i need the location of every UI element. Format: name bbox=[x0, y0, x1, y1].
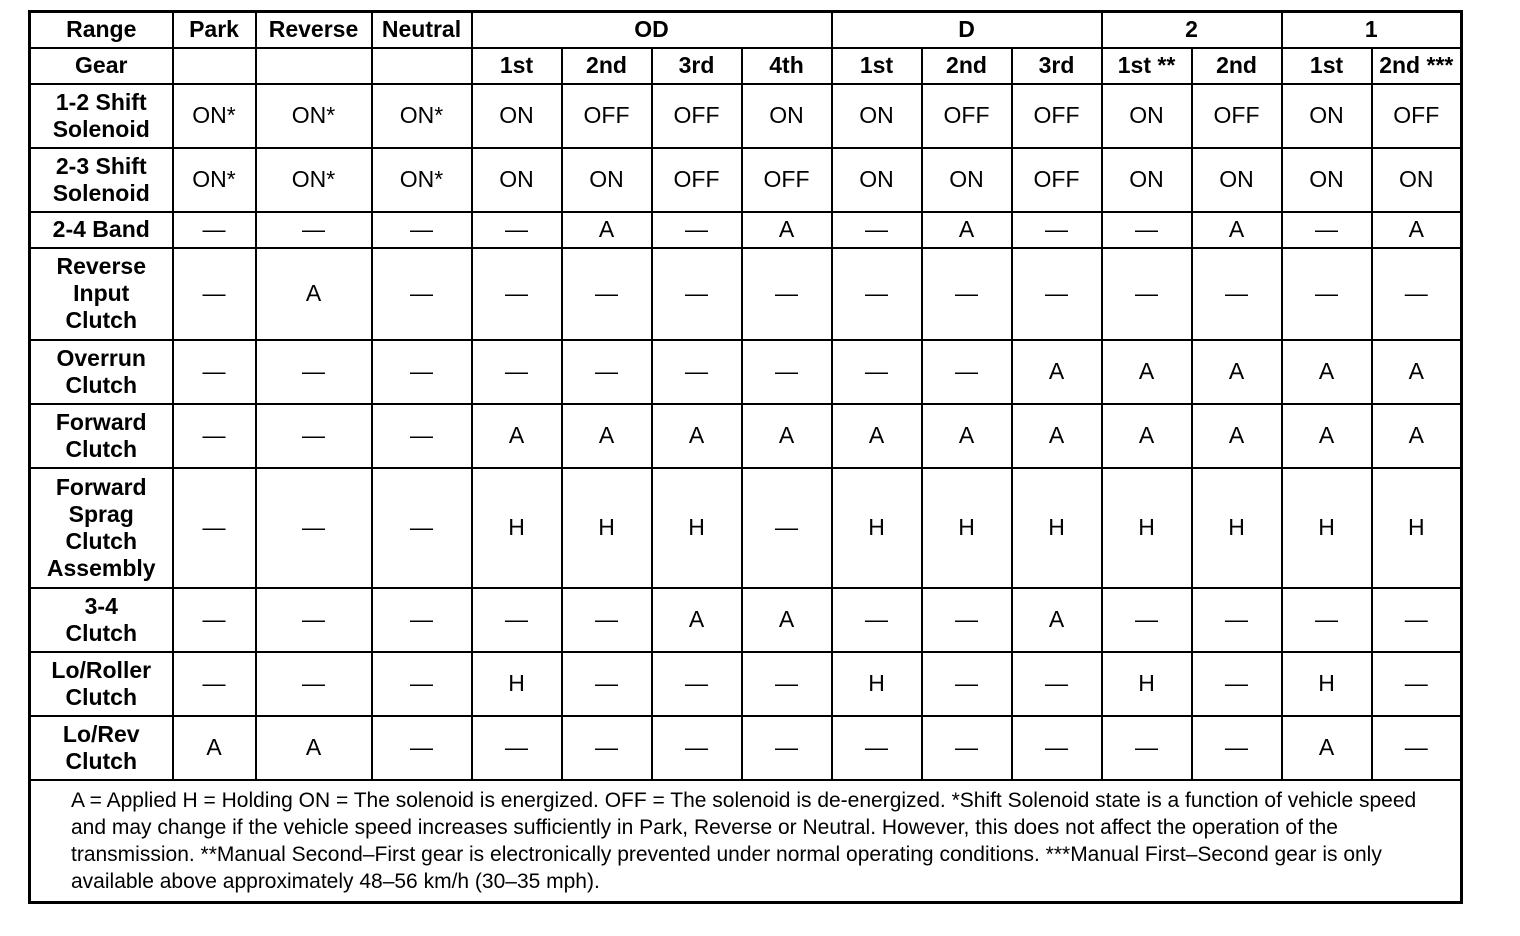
state-cell: ON bbox=[832, 148, 922, 212]
gear-d-1st: 1st bbox=[832, 48, 922, 84]
row-label-line: Clutch bbox=[65, 435, 138, 462]
gear-2-1st: 1st ** bbox=[1102, 48, 1192, 84]
band-2-4-row bbox=[30, 212, 1462, 248]
state-cell: — bbox=[832, 340, 922, 404]
state-cell: — bbox=[922, 716, 1012, 780]
state-cell: ON* bbox=[372, 84, 472, 148]
state-cell: — bbox=[173, 652, 256, 716]
reverse-input-clutch-label bbox=[30, 248, 173, 340]
state-cell: — bbox=[562, 716, 652, 780]
state-cell: A bbox=[562, 212, 652, 248]
gear-1-2nd: 2nd *** bbox=[1372, 48, 1462, 84]
gear-empty-park bbox=[173, 48, 256, 84]
row-label-line: Overrun bbox=[56, 344, 146, 371]
state-cell: A bbox=[562, 404, 652, 468]
state-cell: H bbox=[1282, 468, 1372, 588]
shift-solenoid-1-2-row bbox=[30, 84, 1462, 148]
state-cell: — bbox=[742, 340, 832, 404]
state-cell: ON* bbox=[173, 84, 256, 148]
state-cell: H bbox=[1012, 468, 1102, 588]
gear-2-2nd: 2nd bbox=[1192, 48, 1282, 84]
state-cell: — bbox=[652, 716, 742, 780]
state-cell: — bbox=[173, 212, 256, 248]
transmission-component-chart bbox=[28, 10, 1463, 904]
row-label-line: 2-4 Band bbox=[52, 216, 150, 242]
row-label-line: Lo/Roller bbox=[51, 656, 152, 683]
gear-d-2nd: 2nd bbox=[922, 48, 1012, 84]
state-cell: — bbox=[562, 340, 652, 404]
state-cell: A bbox=[1102, 404, 1192, 468]
state-cell: — bbox=[256, 652, 372, 716]
state-cell: A bbox=[472, 404, 562, 468]
state-cell: A bbox=[1372, 340, 1462, 404]
state-cell: A bbox=[256, 248, 372, 340]
state-cell: A bbox=[256, 716, 372, 780]
state-cell: A bbox=[1102, 340, 1192, 404]
state-cell: H bbox=[652, 468, 742, 588]
state-cell: H bbox=[922, 468, 1012, 588]
range-od: OD bbox=[472, 12, 832, 48]
state-cell: — bbox=[1102, 248, 1192, 340]
row-label-line: Sprag bbox=[68, 500, 134, 527]
state-cell: A bbox=[173, 716, 256, 780]
state-cell: — bbox=[1282, 248, 1372, 340]
reverse-input-clutch-row bbox=[30, 248, 1462, 340]
state-cell: A bbox=[1012, 588, 1102, 652]
state-cell: ON bbox=[742, 84, 832, 148]
state-cell: H bbox=[1282, 652, 1372, 716]
state-cell: A bbox=[922, 212, 1012, 248]
state-cell: ON bbox=[472, 148, 562, 212]
state-cell: — bbox=[742, 652, 832, 716]
lo-roller-clutch-label bbox=[30, 652, 173, 716]
gear-empty-neutral bbox=[372, 48, 472, 84]
state-cell: H bbox=[1372, 468, 1462, 588]
state-cell: OFF bbox=[1372, 84, 1462, 148]
state-cell: A bbox=[922, 404, 1012, 468]
range-d: D bbox=[832, 12, 1102, 48]
state-cell: A bbox=[1012, 404, 1102, 468]
gear-label: Gear bbox=[30, 48, 173, 84]
state-cell: — bbox=[372, 404, 472, 468]
state-cell: — bbox=[1192, 716, 1282, 780]
state-cell: — bbox=[256, 468, 372, 588]
state-cell: ON bbox=[1102, 148, 1192, 212]
gear-d-3rd: 3rd bbox=[1012, 48, 1102, 84]
state-cell: — bbox=[1282, 588, 1372, 652]
state-cell: ON bbox=[1282, 148, 1372, 212]
state-cell: ON* bbox=[256, 84, 372, 148]
state-cell: — bbox=[832, 212, 922, 248]
row-label-line: Forward bbox=[55, 408, 147, 435]
state-cell: — bbox=[922, 588, 1012, 652]
row-label-line: Input bbox=[73, 280, 130, 306]
state-cell: H bbox=[472, 652, 562, 716]
row-label-line: Clutch bbox=[65, 527, 138, 554]
state-cell: A bbox=[652, 404, 742, 468]
state-cell: OFF bbox=[742, 148, 832, 212]
gear-empty-reverse bbox=[256, 48, 372, 84]
state-cell: — bbox=[922, 652, 1012, 716]
state-cell: ON* bbox=[173, 148, 256, 212]
state-cell: — bbox=[472, 716, 562, 780]
row-label-line: Reverse bbox=[56, 253, 147, 279]
state-cell: A bbox=[1192, 340, 1282, 404]
state-cell: — bbox=[1372, 652, 1462, 716]
row-label-line: 3-4 bbox=[84, 592, 118, 619]
state-cell: — bbox=[832, 588, 922, 652]
state-cell: — bbox=[472, 212, 562, 248]
range-1: 1 bbox=[1282, 12, 1462, 48]
row-label-line: Forward bbox=[55, 473, 147, 500]
state-cell: — bbox=[256, 588, 372, 652]
state-cell: ON bbox=[1192, 148, 1282, 212]
footnote: A = Applied H = Holding ON = The solenoid is energized. OFF = The solenoid is de-energized. *Shift Solenoid state is a function of vehicle speed and may change if the vehicle speed increases sufficiently in Park, Reverse or Neutral. However, this does not affect the operation of the transmission. **Manual Second–First gear is electronically prevented under normal operating conditions. ***Manual First–Second gear is only available above approximately 48–56 km/h (30–35 mph). bbox=[30, 780, 1462, 903]
row-label-line: Lo/Rev bbox=[62, 720, 140, 747]
row-label-line: Clutch bbox=[65, 371, 138, 398]
forward-clutch-row bbox=[30, 404, 1462, 468]
row-label-line: 1-2 Shift bbox=[55, 88, 147, 115]
state-cell: — bbox=[472, 588, 562, 652]
state-cell: A bbox=[652, 588, 742, 652]
band-2-4-label bbox=[30, 212, 173, 248]
state-cell: A bbox=[1282, 716, 1372, 780]
state-cell: H bbox=[832, 652, 922, 716]
state-cell: — bbox=[652, 248, 742, 340]
state-cell: — bbox=[372, 468, 472, 588]
state-cell: ON bbox=[1102, 84, 1192, 148]
row-label-line: 2-3 Shift bbox=[55, 152, 147, 179]
gear-od-3rd: 3rd bbox=[652, 48, 742, 84]
state-cell: — bbox=[922, 248, 1012, 340]
state-cell: H bbox=[1102, 468, 1192, 588]
state-cell: — bbox=[562, 588, 652, 652]
forward-sprag-clutch-assembly-label bbox=[30, 468, 173, 588]
state-cell: — bbox=[652, 340, 742, 404]
state-cell: — bbox=[472, 248, 562, 340]
state-cell: OFF bbox=[1012, 84, 1102, 148]
state-cell: A bbox=[742, 588, 832, 652]
range-reverse: Reverse bbox=[256, 12, 372, 48]
forward-sprag-clutch-assembly-row bbox=[30, 468, 1462, 588]
state-cell: — bbox=[1102, 716, 1192, 780]
state-cell: OFF bbox=[1192, 84, 1282, 148]
state-cell: — bbox=[173, 404, 256, 468]
row-label-line: Clutch bbox=[65, 619, 138, 646]
state-cell: ON* bbox=[372, 148, 472, 212]
state-cell: A bbox=[1192, 212, 1282, 248]
state-cell: — bbox=[1372, 248, 1462, 340]
clutch-3-4-label bbox=[30, 588, 173, 652]
range-row bbox=[30, 12, 1462, 48]
shift-solenoid-2-3-row bbox=[30, 148, 1462, 212]
state-cell: — bbox=[832, 248, 922, 340]
state-cell: — bbox=[173, 588, 256, 652]
state-cell: — bbox=[742, 716, 832, 780]
state-cell: — bbox=[562, 248, 652, 340]
state-cell: — bbox=[372, 248, 472, 340]
state-cell: — bbox=[832, 716, 922, 780]
state-cell: — bbox=[372, 588, 472, 652]
state-cell: — bbox=[562, 652, 652, 716]
state-cell: — bbox=[256, 212, 372, 248]
state-cell: A bbox=[832, 404, 922, 468]
state-cell: — bbox=[1282, 212, 1372, 248]
gear-row bbox=[30, 48, 1462, 84]
state-cell: — bbox=[372, 716, 472, 780]
state-cell: A bbox=[1372, 404, 1462, 468]
state-cell: — bbox=[1012, 248, 1102, 340]
state-cell: A bbox=[1282, 340, 1372, 404]
gear-od-4th: 4th bbox=[742, 48, 832, 84]
state-cell: A bbox=[742, 212, 832, 248]
row-label-line: Solenoid bbox=[52, 115, 150, 142]
state-cell: — bbox=[742, 468, 832, 588]
state-cell: ON bbox=[1282, 84, 1372, 148]
lo-rev-clutch-row bbox=[30, 716, 1462, 780]
lo-rev-clutch-label bbox=[30, 716, 173, 780]
range-neutral: Neutral bbox=[372, 12, 472, 48]
row-label-line: Assembly bbox=[46, 554, 156, 581]
state-cell: H bbox=[832, 468, 922, 588]
state-cell: H bbox=[562, 468, 652, 588]
state-cell: OFF bbox=[652, 84, 742, 148]
state-cell: A bbox=[1012, 340, 1102, 404]
state-cell: ON bbox=[922, 148, 1012, 212]
state-cell: — bbox=[1012, 652, 1102, 716]
state-cell: H bbox=[472, 468, 562, 588]
state-cell: — bbox=[1102, 588, 1192, 652]
state-cell: — bbox=[1012, 212, 1102, 248]
gear-od-1st: 1st bbox=[472, 48, 562, 84]
state-cell: ON bbox=[472, 84, 562, 148]
state-cell: — bbox=[1372, 716, 1462, 780]
state-cell: A bbox=[1282, 404, 1372, 468]
state-cell: OFF bbox=[1012, 148, 1102, 212]
shift-solenoid-1-2-label bbox=[30, 84, 173, 148]
state-cell: — bbox=[372, 652, 472, 716]
gear-1-1st: 1st bbox=[1282, 48, 1372, 84]
state-cell: ON* bbox=[256, 148, 372, 212]
range-park: Park bbox=[173, 12, 256, 48]
state-cell: A bbox=[1192, 404, 1282, 468]
state-cell: OFF bbox=[652, 148, 742, 212]
state-cell: OFF bbox=[922, 84, 1012, 148]
state-cell: — bbox=[922, 340, 1012, 404]
forward-clutch-label bbox=[30, 404, 173, 468]
state-cell: — bbox=[173, 248, 256, 340]
clutch-3-4-row bbox=[30, 588, 1462, 652]
state-cell: OFF bbox=[562, 84, 652, 148]
state-cell: — bbox=[173, 340, 256, 404]
state-cell: — bbox=[652, 212, 742, 248]
state-cell: — bbox=[372, 212, 472, 248]
footnote-row bbox=[30, 780, 1462, 903]
state-cell: — bbox=[173, 468, 256, 588]
state-cell: — bbox=[652, 652, 742, 716]
state-cell: A bbox=[742, 404, 832, 468]
state-cell: — bbox=[372, 340, 472, 404]
state-cell: — bbox=[1192, 248, 1282, 340]
range-label: Range bbox=[30, 12, 173, 48]
state-cell: — bbox=[1012, 716, 1102, 780]
state-cell: ON bbox=[562, 148, 652, 212]
lo-roller-clutch-row bbox=[30, 652, 1462, 716]
state-cell: ON bbox=[832, 84, 922, 148]
state-cell: ON bbox=[1372, 148, 1462, 212]
overrun-clutch-row bbox=[30, 340, 1462, 404]
state-cell: — bbox=[472, 340, 562, 404]
gear-od-2nd: 2nd bbox=[562, 48, 652, 84]
overrun-clutch-label bbox=[30, 340, 173, 404]
shift-solenoid-2-3-label bbox=[30, 148, 173, 212]
state-cell: H bbox=[1102, 652, 1192, 716]
row-label-line: Solenoid bbox=[52, 179, 150, 206]
state-cell: — bbox=[1372, 588, 1462, 652]
range-2: 2 bbox=[1102, 12, 1282, 48]
state-cell: — bbox=[1102, 212, 1192, 248]
row-label-line: Clutch bbox=[65, 307, 138, 333]
state-cell: H bbox=[1192, 468, 1282, 588]
state-cell: — bbox=[1192, 652, 1282, 716]
state-cell: A bbox=[1372, 212, 1462, 248]
state-cell: — bbox=[256, 404, 372, 468]
row-label-line: Clutch bbox=[65, 747, 138, 774]
state-cell: — bbox=[742, 248, 832, 340]
state-cell: — bbox=[256, 340, 372, 404]
row-label-line: Clutch bbox=[65, 683, 138, 710]
state-cell: — bbox=[1192, 588, 1282, 652]
